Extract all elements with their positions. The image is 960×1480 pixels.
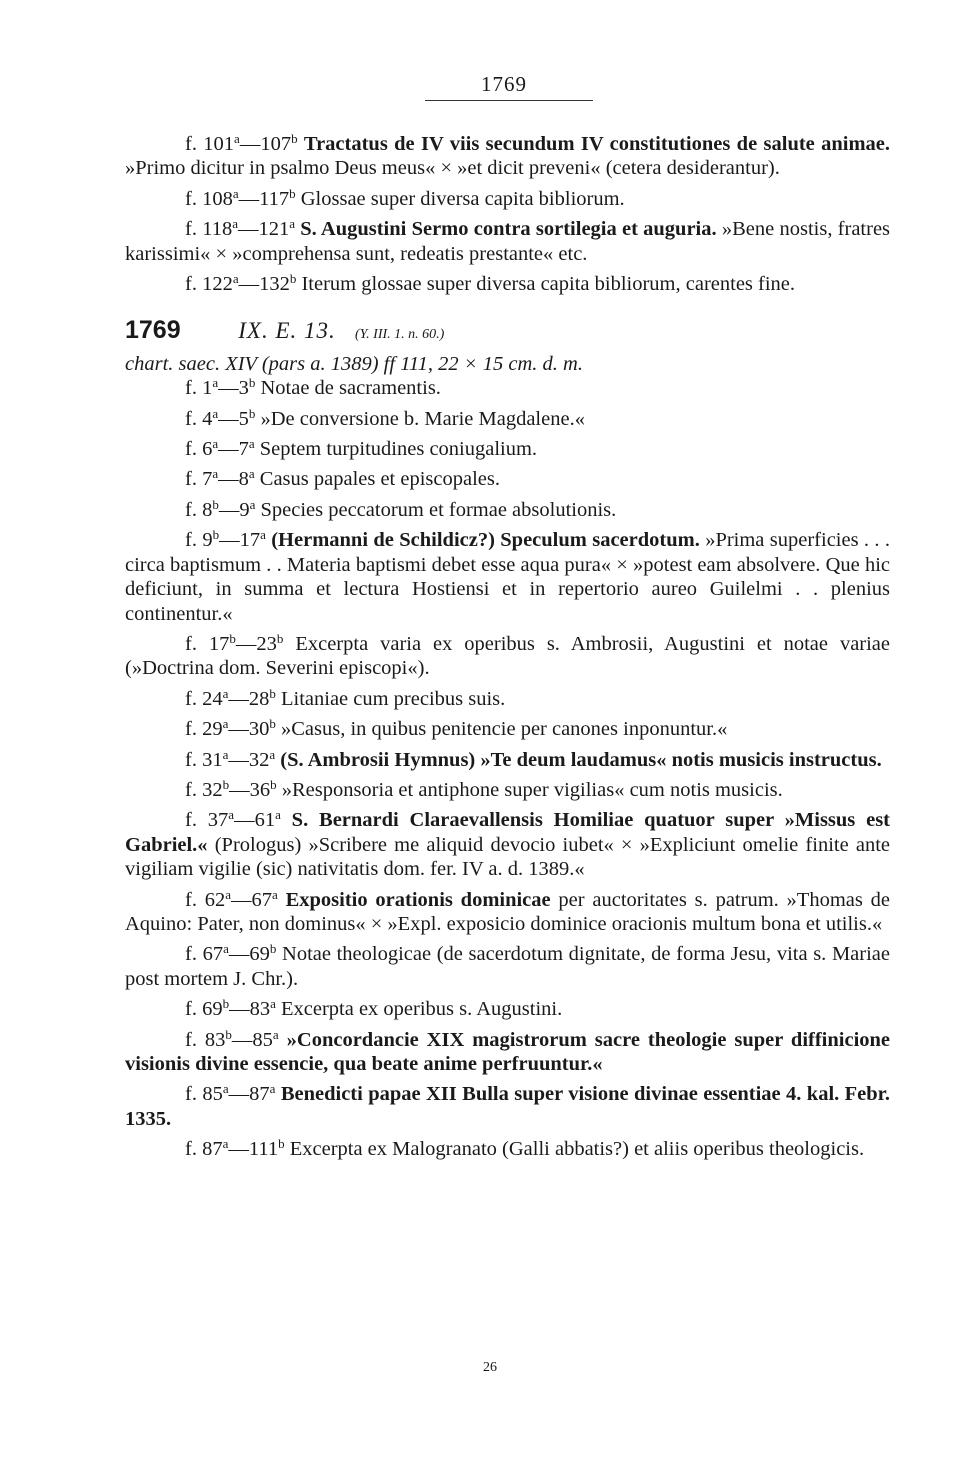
folio-end-side: a: [249, 496, 256, 512]
folio-start: 83: [204, 1028, 226, 1051]
folio-end: 30: [248, 718, 270, 741]
list-item: [125, 997, 890, 1021]
list-item: [125, 888, 890, 937]
folio-dash: —: [219, 529, 240, 552]
folio-end: 121: [258, 218, 290, 241]
item-text: »Primo dicitur in psalmo Deus meus« × »et dicit preveni« (cetera desiderantur).: [125, 157, 780, 180]
entry-description: chart. saec. XIV (pars a. 1389) ff 111, 22 × 15 cm. d. m.: [125, 352, 583, 375]
item-text: Casus papales et episcopales.: [259, 468, 500, 491]
folio-label: f.: [185, 888, 197, 911]
folio-start-side: a: [232, 216, 238, 232]
folio-dash: —: [218, 377, 239, 400]
folio-end-side: a: [272, 1026, 279, 1042]
folio-start: 108: [202, 187, 233, 210]
folio-start: 37: [207, 809, 229, 832]
folio-end: 85: [252, 1028, 273, 1051]
folio-end-side: b: [289, 185, 296, 201]
list-item: [125, 376, 890, 400]
folio-start: 31: [202, 748, 223, 771]
catalogue-body: [125, 132, 890, 1162]
folio-dash: —: [228, 748, 249, 771]
item-text: Excerpta ex Malogranato (Galli abbatis?) et aliis operibus theologicis.: [289, 1138, 865, 1161]
folio-label: f.: [185, 943, 197, 966]
folio-dash: —: [235, 632, 257, 655]
folio-end-side: b: [276, 630, 284, 646]
folio-end-side: b: [291, 130, 298, 146]
item-text: Excerpta ex operibus s. Augustini.: [280, 998, 563, 1021]
folio-start: 4: [202, 407, 213, 430]
folio-dash: —: [234, 809, 255, 832]
list-item: [125, 632, 890, 681]
content-items: [125, 376, 890, 1161]
item-text: Excerpta varia ex operibus s. Ambrosii, Augustini et notae variae (»Doctrina dom. Severini episcopi«).: [125, 632, 891, 680]
folio-start-side: a: [212, 466, 219, 482]
folio-start-side: a: [223, 941, 229, 957]
folio-start: 118: [202, 218, 233, 241]
folio-end: 17: [239, 529, 261, 552]
item-title: Benedicti papae XII Bulla super visione divinae essentiae 4. kal. Febr. 1335.: [125, 1083, 891, 1130]
folio-start: 1: [202, 377, 213, 400]
folio-end: 61: [254, 809, 276, 832]
folio-start-side: a: [212, 435, 219, 451]
item-title: Expositio orationis dominicae: [285, 888, 551, 911]
folio-label: f.: [185, 1138, 197, 1161]
folio-start: 6: [202, 438, 213, 461]
folio-start-side: b: [229, 630, 236, 646]
folio-start-side: a: [232, 270, 239, 286]
item-text: »Bene nostis, fratres karissimi« × »comprehensa sunt, redeatis prestante« etc.: [125, 218, 891, 265]
folio-start-side: b: [225, 1026, 232, 1042]
folio-start-side: a: [232, 185, 239, 201]
folio-start-side: a: [225, 886, 232, 902]
folio-start-side: a: [212, 405, 219, 421]
item-text: per auctoritates s. patrum. »Thomas de Aquino: Pater, non dominus« × »Expl. exposicio dominice oracionis multum bona et utilis.«: [125, 888, 890, 935]
top-entries: [125, 132, 890, 296]
folio-dash: —: [218, 407, 239, 430]
folio-start-side: a: [222, 1136, 229, 1152]
item-title: »Concordancie XIX magistrorum sacre theologie super diffinicione visionis divine essencie, qua beate anime perfruuntur.«: [125, 1028, 891, 1075]
folio-label: f.: [185, 718, 197, 741]
folio-dash: —: [239, 133, 261, 155]
folio-end-side: b: [270, 776, 277, 792]
item-text: »Responsoria et antiphone super vigilias« cum notis musicis.: [281, 778, 783, 801]
folio-dash: —: [228, 687, 249, 710]
folio-dash: —: [238, 273, 260, 296]
folio-start: 9: [202, 529, 213, 552]
item-title: (S. Ambrosii Hymnus) »Te deum laudamus« notis musicis instructus.: [280, 748, 882, 771]
folio-start-side: a: [234, 130, 240, 146]
list-item: [125, 498, 890, 522]
folio-dash: —: [228, 1138, 249, 1161]
list-item: [125, 217, 890, 266]
folio-end-side: a: [248, 435, 255, 451]
folio-start: 24: [202, 687, 223, 710]
folio-start: 17: [208, 632, 230, 655]
folio-label: f.: [185, 377, 197, 400]
folio-label: f.: [185, 218, 197, 241]
folio-end-side: a: [269, 1081, 276, 1097]
folio-dash: —: [218, 468, 239, 491]
folio-end: 87: [249, 1083, 270, 1106]
item-text: »Casus, in quibus penitencie per canones inponuntur.«: [280, 718, 728, 741]
list-item: [125, 717, 890, 741]
folio-end-side: b: [269, 685, 276, 701]
folio-start-side: a: [222, 715, 229, 731]
folio-end-side: b: [248, 405, 256, 421]
folio-end-side: b: [289, 270, 297, 286]
folio-label: f.: [185, 748, 197, 771]
folio-end: 9: [239, 498, 250, 521]
folio-end: 3: [238, 377, 249, 400]
folio-end-side: a: [275, 807, 281, 823]
entry-heading: [125, 318, 890, 347]
list-item: [125, 942, 890, 991]
item-text: (Prologus) »Scribere me aliquid devocio iubet« × »Expliciunt omelie finite ante vigiliam vigilie (sic) nativitatis dom. fer. IV a. d. 1389.«: [125, 833, 890, 881]
item-text: Notae de sacramentis.: [260, 377, 441, 400]
folio-start: 87: [202, 1138, 223, 1161]
folio-start-side: a: [212, 375, 219, 391]
folio-start-side: a: [222, 1081, 229, 1097]
folio-label: f.: [185, 632, 197, 655]
folio-end: 132: [259, 273, 290, 296]
folio-dash: —: [238, 187, 260, 210]
item-text: Glossae super diversa capita bibliorum.: [300, 187, 625, 210]
folio-label: f.: [185, 273, 197, 296]
folio-end: 23: [256, 632, 277, 655]
folio-end-side: b: [248, 375, 256, 391]
header-rule: [425, 100, 593, 101]
folio-label: f.: [185, 407, 197, 430]
folio-start: 101: [203, 133, 235, 155]
folio-start: 62: [204, 888, 226, 911]
folio-start: 69: [202, 998, 223, 1021]
folio-dash: —: [228, 943, 250, 966]
page-title: 1769: [481, 72, 527, 96]
folio-end: 69: [249, 943, 270, 966]
item-text: Species peccatorum et formae absolutionis.: [260, 498, 617, 521]
list-item: [125, 687, 890, 711]
folio-label: f.: [185, 498, 197, 521]
folio-label: f.: [185, 133, 197, 155]
item-title: S. Bernardi Claraevallensis Homiliae quatuor super »Missus est Gabriel.«: [125, 809, 891, 856]
folio-start-side: b: [222, 776, 230, 792]
folio-dash: —: [228, 1083, 250, 1106]
item-text: »Prima superficies . . . circa baptismum . . Materia baptismi debet esse aqua pura« × »potest eam absolvere. Que hic deficiunt, in summa et lectura Hostiensi et in repertorio aureo Guilelmi . . plenius continentur.«: [125, 529, 891, 625]
folio-label: f.: [185, 998, 197, 1021]
folio-label: f.: [185, 468, 197, 491]
list-item: [125, 778, 890, 802]
item-title: S. Augustini Sermo contra sortilegia et auguria.: [300, 218, 717, 241]
page-number: 26: [483, 1360, 497, 1375]
folio-end: 7: [238, 438, 249, 461]
folio-label: f.: [185, 778, 197, 801]
folio-end: 107: [260, 133, 292, 155]
entry-number: 1769: [125, 316, 181, 345]
item-title: (Hermanni de Schildicz?) Speculum sacerdotum.: [271, 529, 700, 552]
folio-end: 36: [249, 778, 271, 801]
folio-start-side: a: [222, 746, 229, 762]
folio-end-side: a: [248, 466, 255, 482]
entry-signature: IX. E. 13.: [238, 318, 336, 344]
folio-end-side: b: [269, 715, 276, 731]
folio-start-side: b: [212, 527, 220, 543]
folio-end: 117: [259, 187, 290, 210]
list-item: [125, 748, 890, 772]
list-item: [125, 437, 890, 461]
folio-start-side: a: [228, 807, 235, 823]
folio-end: 8: [238, 468, 249, 491]
item-text: Litaniae cum precibus suis.: [280, 687, 506, 710]
list-item: [125, 272, 890, 296]
folio-end-side: a: [260, 527, 266, 543]
folio-start: 32: [202, 778, 223, 801]
folio-end-side: a: [269, 746, 276, 762]
folio-dash: —: [237, 218, 259, 241]
list-item: [125, 808, 890, 881]
folio-dash: —: [231, 1028, 253, 1051]
folio-start: 67: [202, 943, 224, 966]
list-item: [125, 1028, 890, 1077]
folio-end: 5: [238, 407, 249, 430]
list-item: [125, 407, 890, 431]
folio-dash: —: [231, 888, 252, 911]
folio-label: f.: [185, 687, 197, 710]
folio-label: f.: [185, 809, 197, 832]
list-item: [125, 1082, 890, 1131]
item-text: Septem turpitudines coniugalium.: [259, 438, 538, 461]
folio-end-side: a: [289, 216, 296, 232]
list-item: [125, 467, 890, 491]
entry-old-signature: (Y. III. 1. n. 60.): [355, 327, 445, 343]
folio-end-side: a: [270, 996, 276, 1012]
folio-end-side: b: [269, 941, 277, 957]
folio-start: 122: [202, 273, 233, 296]
folio-start: 29: [202, 718, 223, 741]
folio-start-side: b: [222, 996, 230, 1012]
folio-dash: —: [218, 498, 240, 521]
folio-label: f.: [185, 438, 197, 461]
folio-label: f.: [185, 1083, 197, 1106]
folio-end: 83: [249, 998, 271, 1021]
item-text: »De conversione b. Marie Magdalene.«: [260, 407, 585, 430]
folio-end-side: a: [272, 886, 278, 902]
list-item: [125, 528, 890, 626]
list-item: [125, 1137, 890, 1161]
item-text: Notae theologicae (de sacerdotum dignitate, de forma Jesu, vita s. Mariae post mortem J. Chr.).: [125, 943, 890, 990]
list-item: [125, 187, 890, 211]
folio-dash: —: [229, 998, 250, 1021]
folio-start-side: a: [222, 685, 229, 701]
folio-end: 28: [248, 687, 270, 710]
folio-start: 7: [202, 468, 213, 491]
folio-end: 67: [251, 888, 273, 911]
item-text: Iterum glossae super diversa capita bibliorum, carentes fine.: [301, 273, 796, 296]
folio-end: 32: [248, 748, 270, 771]
item-title: Tractatus de IV viis secundum IV constitutiones de salute animae.: [303, 133, 891, 155]
folio-dash: —: [218, 438, 239, 461]
folio-start: 8: [202, 498, 213, 521]
folio-dash: —: [229, 778, 250, 801]
folio-dash: —: [228, 718, 249, 741]
folio-label: f.: [185, 187, 197, 210]
folio-start-side: b: [212, 496, 219, 512]
folio-end-side: b: [278, 1136, 285, 1152]
folio-start: 85: [202, 1083, 223, 1106]
folio-label: f.: [185, 529, 197, 552]
folio-label: f.: [185, 1028, 197, 1051]
list-item: [125, 132, 890, 181]
folio-end: 111: [248, 1138, 279, 1161]
